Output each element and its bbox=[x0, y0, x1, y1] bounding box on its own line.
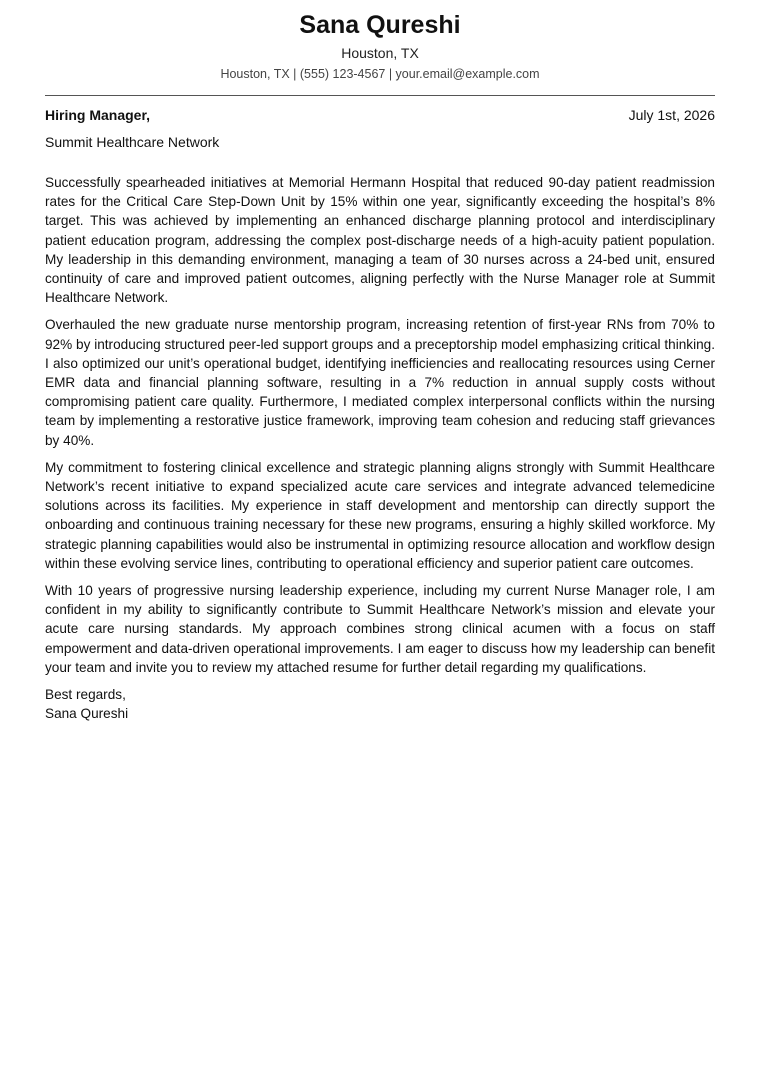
closing-phrase: Best regards, bbox=[45, 687, 126, 703]
recipient-date-row bbox=[45, 106, 715, 124]
sender-location: Houston, TX bbox=[341, 45, 419, 61]
sender-name: Sana Qureshi bbox=[299, 11, 461, 39]
letter-closing bbox=[45, 685, 715, 723]
body-paragraph-3: My commitment to fostering clinical excellence and strategic planning aligns strongly with Summit Healthcare Network’s recent initiative to expand specialized acute care services and integrate advanced telemedicine solutions across its facilities. My experience in staff development and mentorship can directly support the onboarding and continuous training necessary for these new programs, ensuring a highly skilled workforce. My strategic planning capabilities would also be instrumental in optimizing resource allocation and workflow design within these evolving service lines, contributing to operational efficiency and superior patient care outcomes. bbox=[45, 459, 715, 571]
recipient-company: Summit Healthcare Network bbox=[45, 134, 220, 150]
letter-date: July 1st, 2026 bbox=[628, 107, 715, 123]
body-paragraph-1: Successfully spearheaded initiatives at Memorial Hermann Hospital that reduced 90-day patient readmission rates for the Critical Care Step-Down Unit by 15% within one year, significantly exceeding the hospital’s 8% target. This was achieved by implementing an enhanced discharge planning protocol and interdisciplinary patient education program, addressing the complex post-discharge needs of a high-acuity patient population. My leadership in this demanding environment, managing a team of 30 nurses across a 24-bed unit, ensured continuity of care and improved patient outcomes, aligning perfectly with the Nurse Manager role at Summit Healthcare Network. bbox=[45, 175, 715, 306]
body-paragraph-4: With 10 years of progressive nursing leadership experience, including my current Nurse Manager role, I am confident in my ability to significantly contribute to Summit Healthcare Network’s mission and elevate your acute care nursing standards. My approach combines strong clinical acumen with a focus on staff empowerment and data-driven operational improvements. I am eager to discuss how my leadership can benefit your team and invite you to review my attached resume for further detail regarding my qualifications. bbox=[45, 583, 715, 675]
letter-header bbox=[45, 0, 715, 82]
recipient-salutation: Hiring Manager, bbox=[45, 107, 151, 123]
body-paragraph-2: Overhauled the new graduate nurse mentorship program, increasing retention of first-year RNs from 70% to 92% by introducing structured peer-led support groups and a preceptorship model emphasizing critical thinking. I also optimized our unit’s operational budget, identifying inefficiencies and reallocating resources using Cerner EMR data and financial planning software, resulting in a 7% reduction in annual supply costs without compromising patient care quality. Furthermore, I mediated complex interpersonal conflicts within the nursing team by implementing a restorative justice framework, improving team cohesion and reducing staff grievances by 40%. bbox=[45, 317, 715, 448]
signature-name: Sana Qureshi bbox=[45, 706, 129, 722]
letter-body bbox=[45, 173, 715, 677]
sender-contact-line: Houston, TX | (555) 123-4567 | your.email@example.com bbox=[220, 67, 540, 81]
header-divider bbox=[45, 95, 715, 96]
